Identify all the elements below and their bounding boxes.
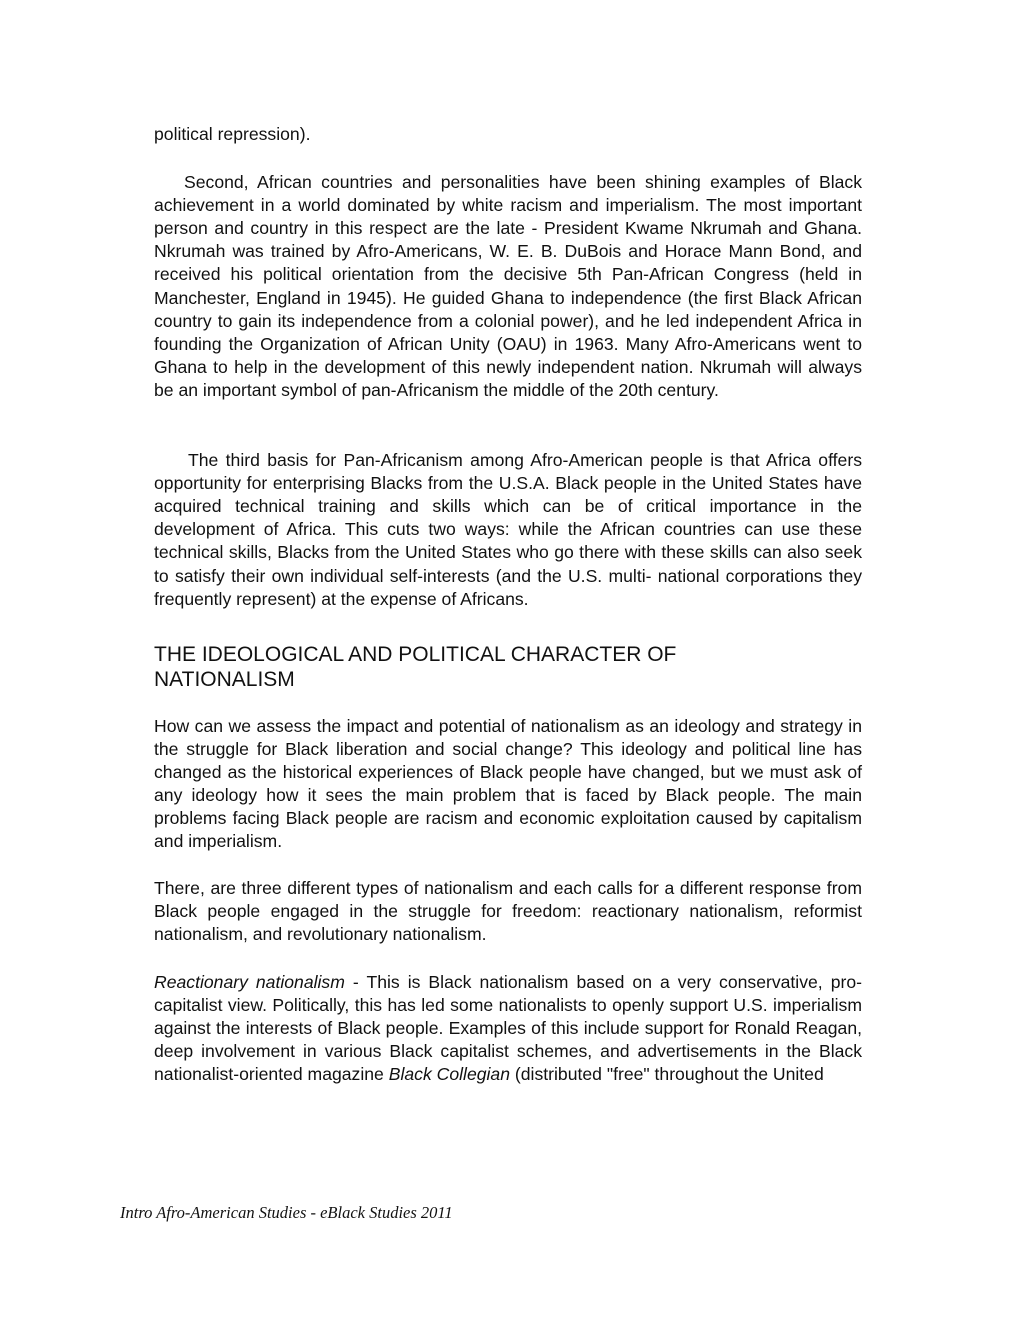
reactionary-text-part2: (distributed "free" throughout the United (510, 1063, 824, 1084)
third-basis-paragraph: The third basis for Pan-Africanism among Afro-American people is that Africa offers opportunity for enterprising Blacks from the U.S.A. Black people in the United States have acquired technical training and skills which can be of critical importance in the development of Africa. This cuts two ways: while the African countries can use these technical skills, Blacks from the United States who go there with these skills can also seek to satisfy their own individual self-interests (and the U.S. multi- national corporations they frequently represent) at the expense of Africans. (154, 450, 862, 609)
document-page (154, 123, 862, 1086)
reactionary-nationalism-term: Reactionary nationalism (154, 971, 345, 992)
magazine-title: Black Collegian (388, 1063, 511, 1084)
ideology-question-paragraph: How can we assess the impact and potential of nationalism as an ideology and strategy in the struggle for Black liberation and social change? This ideology and political line has changed as the historical experiences of Black people have changed, but we must ask of any ideology how it sees the main problem that is faced by Black people. The main problems facing Black people are racism and economic exploitation caused by capitalism and imperialism. (154, 715, 862, 852)
section-heading: THE IDEOLOGICAL AND POLITICAL CHARACTER OF NATIONALISM (154, 642, 677, 692)
reactionary-text-part1: - This is Black nationalism based on a very conservative, pro-capitalist view. Politically, this has led some nationalists to openly support U.S. imperialism against the interests of Black people. Examples of this include support for Ronald Reagan, deep involvement in various Black capitalist schemes, and advertisements in the Black nationalist-oriented magazine (154, 971, 862, 1084)
reactionary-nationalism-paragraph (154, 971, 862, 1086)
page-footer: Intro Afro-American Studies - eBlack Studies 2011 (120, 1203, 453, 1222)
continuation-paragraph: political repression). (154, 124, 311, 144)
second-basis-paragraph: Second, African countries and personalities have been shining examples of Black achievement in a world dominated by white racism and imperialism. The most important person and country in this respect are the late - President Kwame Nkrumah and Ghana. Nkrumah was trained by Afro-Americans, W. E. B. DuBois and Horace Mann Bond, and received his political orientation from the decisive 5th Pan-African Congress (held in Manchester, England in 1945). He guided Ghana to independence (the first Black African country to gain its independence from a colonial power), and he led independent Africa in founding the Organization of African Unity (OAU) in 1963. Many Afro-Americans went to Ghana to help in the development of this newly independent nation. Nkrumah will always be an important symbol of pan-Africanism the middle of the 20th century. (154, 172, 862, 400)
three-types-paragraph: There, are three different types of nationalism and each calls for a different response from Black people engaged in the struggle for freedom: reactionary nationalism, reformist nationalism, and revolutionary nationalism. (154, 878, 862, 945)
